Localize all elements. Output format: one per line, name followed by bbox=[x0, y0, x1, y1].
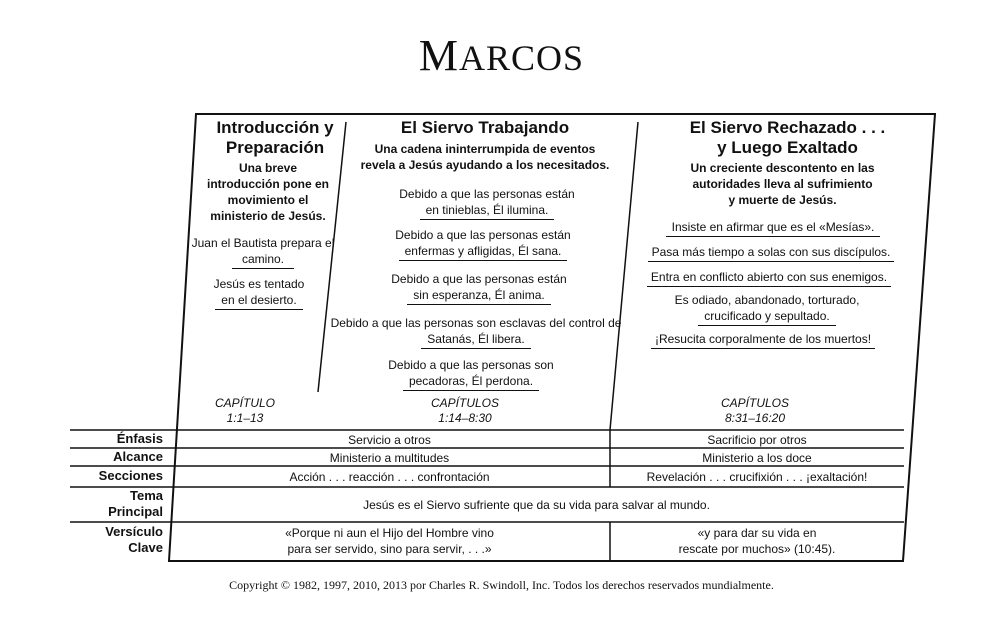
list-item: Pasa más tiempo a solas con sus discípulos. bbox=[626, 244, 916, 262]
copyright-notice: Copyright © 1982, 1997, 2010, 2013 por Charles R. Swindoll, Inc. Todos los derechos reservados mundialmente. bbox=[229, 578, 774, 592]
section-heading: El Siervo Trabajando bbox=[400, 118, 570, 137]
section-heading: El Siervo Rechazado . . . y Luego Exaltado bbox=[689, 118, 886, 157]
section-summary: Una breve introducción pone en movimiento el ministerio de Jesús. bbox=[207, 161, 329, 223]
row-label-tema: Tema Principal bbox=[108, 488, 163, 519]
section-summary: Un creciente descontento en las autoridades lleva al sufrimiento y muerte de Jesús. bbox=[690, 161, 875, 207]
cell-alcance-left: Ministerio a multitudes bbox=[329, 451, 450, 465]
chapter-range: CAPÍTULOS 8:31–16:20 bbox=[720, 396, 789, 425]
list-item: Entra en conflicto abierto con sus enemigos. bbox=[624, 269, 914, 287]
row-label-secciones: Secciones bbox=[98, 468, 163, 483]
cell-versiculo-right: «y para dar su vida en rescate por muchos» (10:45). bbox=[678, 526, 836, 556]
list-item: Juan el Bautista prepara el camino. bbox=[190, 235, 336, 269]
list-item: Debido a que las personas están enfermas y afligidas, Él sana. bbox=[338, 227, 628, 261]
cell-enfasis-left: Servicio a otros bbox=[348, 433, 431, 447]
section-summary: Una cadena ininterrumpida de eventos revela a Jesús ayudando a los necesitados. bbox=[360, 142, 610, 172]
chapter-range: CAPÍTULOS 1:14–8:30 bbox=[430, 396, 499, 425]
list-item: Es odiado, abandonado, torturado, crucificado y sepultado. bbox=[622, 292, 912, 326]
row-label-alcance: Alcance bbox=[113, 449, 163, 464]
list-item: Debido a que las personas están en tinieblas, Él ilumina. bbox=[342, 186, 632, 220]
page-title: MARCOS bbox=[418, 31, 585, 80]
chapter-range: CAPÍTULO 1:1–13 bbox=[214, 396, 275, 425]
row-label-versiculo: Versículo Clave bbox=[105, 524, 163, 555]
cell-versiculo-left: «Porque ni aun el Hijo del Hombre vino para ser servido, sino para servir, . . .» bbox=[285, 526, 494, 556]
list-item: Debido a que las personas están sin esperanza, Él anima. bbox=[334, 271, 624, 305]
row-label-enfasis: Énfasis bbox=[116, 431, 163, 446]
cell-secciones-right: Revelación . . . crucifixión . . . ¡exaltación! bbox=[646, 470, 868, 484]
cell-secciones-left: Acción . . . reacción . . . confrontación bbox=[289, 470, 490, 484]
list-item: Jesús es tentado en el desierto. bbox=[186, 276, 332, 310]
list-item: ¡Resucita corporalmente de los muertos! bbox=[618, 331, 908, 349]
cell-alcance-right: Ministerio a los doce bbox=[702, 451, 812, 465]
cell-tema: Jesús es el Siervo sufriente que da su vida para salvar al mundo. bbox=[363, 498, 710, 512]
section-heading: Introducción y Preparación bbox=[216, 118, 334, 157]
list-item: Debido a que las personas son pecadoras, Él perdona. bbox=[326, 357, 616, 391]
list-item: Debido a que las personas son esclavas del control de Satanás, Él libera. bbox=[330, 315, 622, 349]
cell-enfasis-right: Sacrificio por otros bbox=[707, 433, 807, 447]
list-item: Insiste en afirmar que es el «Mesías». bbox=[628, 219, 918, 237]
